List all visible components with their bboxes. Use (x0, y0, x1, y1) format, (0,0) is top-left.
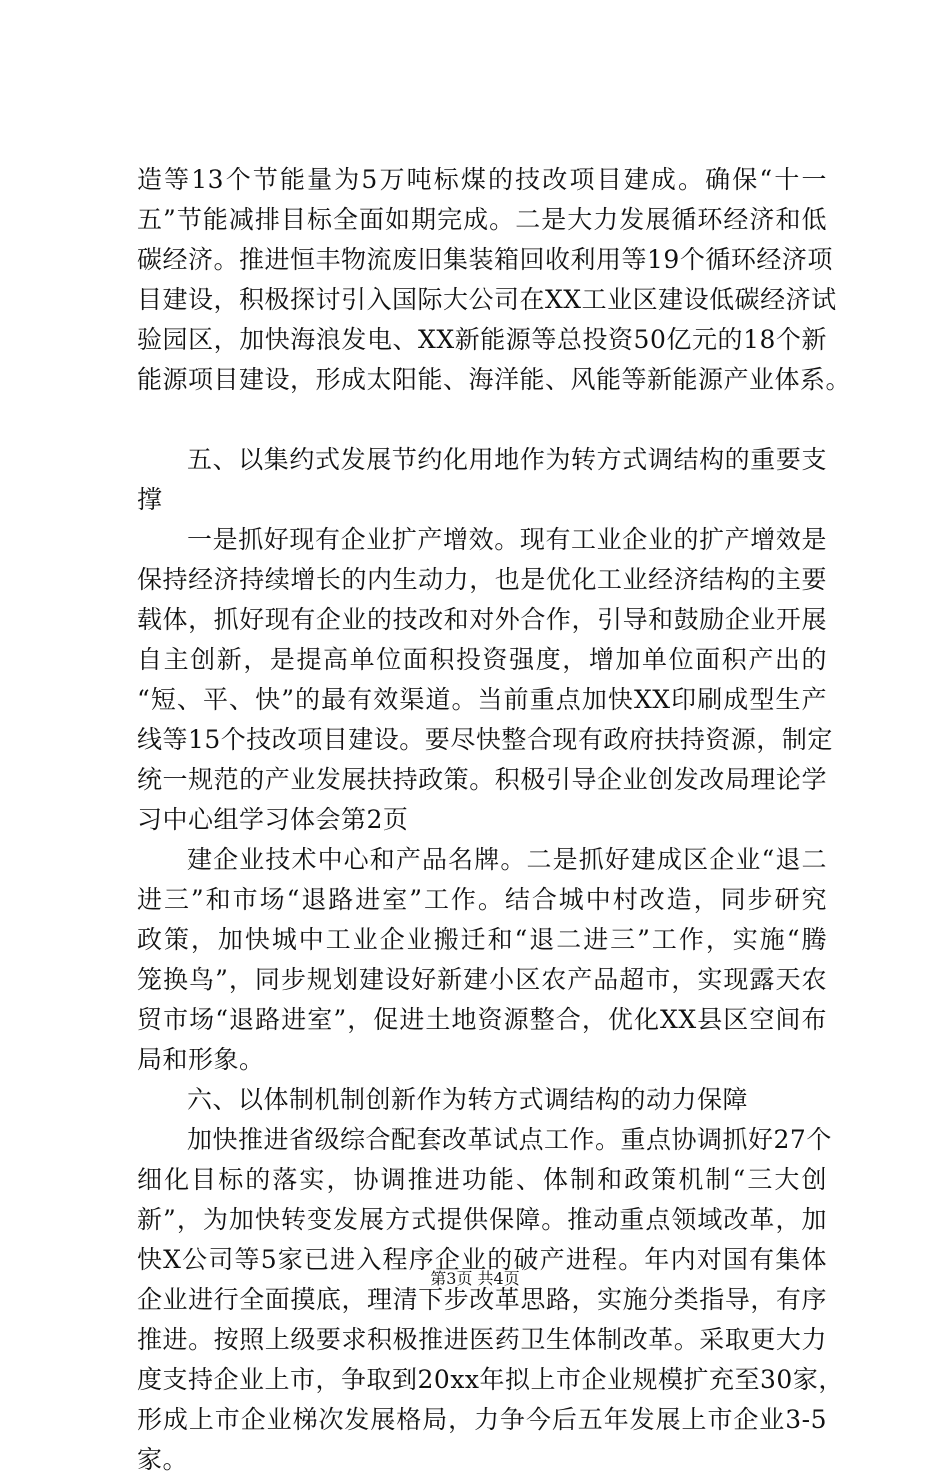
text-line: 局和形象。 (137, 1045, 265, 1074)
text-line: 加快推进省级综合配套改革试点工作。重点协调抓好27个 (187, 1125, 832, 1154)
text-line: 能源项目建设，形成太阳能、海洋能、风能等新能源产业体系。 (137, 365, 852, 394)
text-line: 目建设，积极探讨引入国际大公司在XX工业区建设低碳经济试 (137, 285, 837, 314)
text-line: 形成上市企业梯次发展格局，力争今后五年发展上市企业3-5 (137, 1405, 827, 1434)
section-heading-six (137, 1080, 827, 1120)
text-line: 保持经济持续增长的内生动力，也是优化工业经济结构的主要 (137, 565, 827, 594)
text-line: 一是抓好现有企业扩产增效。现有工业企业的扩产增效是 (187, 525, 827, 554)
text-line: 习中心组学习体会第2页 (137, 805, 409, 834)
heading-line: 六、以体制机制创新作为转方式调结构的动力保障 (187, 1085, 749, 1114)
heading-line: 撑 (137, 485, 163, 514)
text-line: 线等15个技改项目建设。要尽快整合现有政府扶持资源，制定 (137, 725, 833, 754)
text-line: 细化目标的落实，协调推进功能、体制和政策机制“三大创 (137, 1165, 827, 1194)
text-line: 载体，抓好现有企业的技改和对外合作，引导和鼓励企业开展 (137, 605, 827, 634)
text-line: 五”节能减排目标全面如期完成。二是大力发展循环经济和低 (137, 205, 827, 234)
text-line: 政策，加快城中工业企业搬迁和“退二进三”工作，实施“腾 (137, 925, 827, 954)
text-line: 建企业技术中心和产品名牌。二是抓好建成区企业“退二 (187, 845, 827, 874)
text-line: 统一规范的产业发展扶持政策。积极引导企业创发改局理论学 (137, 765, 827, 794)
paragraph-energy-saving (137, 160, 852, 400)
text-line: 进三”和市场“退路进室”工作。结合城中村改造，同步研究 (137, 885, 827, 914)
heading-line: 五、以集约式发展节约化用地作为转方式调结构的重要支 (187, 445, 827, 474)
page-footer (0, 1268, 950, 1290)
text-line: 企业进行全面摸底，理清下步改革思路，实施分类指导，有序 (137, 1285, 827, 1314)
text-line: 笼换鸟”，同步规划建设好新建小区农产品超市，实现露天农 (137, 965, 827, 994)
text-line: 推进。按照上级要求积极推进医药卫生体制改革。采取更大力 (137, 1325, 827, 1354)
text-line: 贸市场“退路进室”，促进土地资源整合，优化XX县区空间布 (137, 1005, 827, 1034)
text-line: 家。 (137, 1445, 189, 1474)
paragraph-tech-center (137, 840, 827, 1080)
text-line: 新”，为加快转变发展方式提供保障。推动重点领域改革，加 (137, 1205, 827, 1234)
text-line: 碳经济。推进恒丰物流废旧集装箱回收利用等19个循环经济项 (137, 245, 833, 274)
paragraph-reform-pilot (137, 1120, 844, 1480)
text-line: 造等13个节能量为5万吨标煤的技改项目建成。确保“十一 (137, 165, 827, 194)
text-line: 快X公司等5家已进入程序企业的破产进程。年内对国有集体 (137, 1245, 827, 1274)
text-line: 度支持企业上市，争取到20xx年拟上市企业规模扩充至30家， (137, 1365, 844, 1394)
text-line: 验园区，加快海浪发电、XX新能源等总投资50亿元的18个新 (137, 325, 827, 354)
text-line: “短、平、快”的最有效渠道。当前重点加快XX印刷成型生产 (137, 685, 827, 714)
paragraph-expand-production (137, 520, 833, 840)
text-line: 自主创新，是提高单位面积投资强度，增加单位面积产出的 (137, 645, 827, 674)
section-heading-five (137, 440, 827, 520)
page-number-label: 第3页 共4页 (430, 1269, 520, 1288)
paragraph-gap (137, 400, 827, 440)
